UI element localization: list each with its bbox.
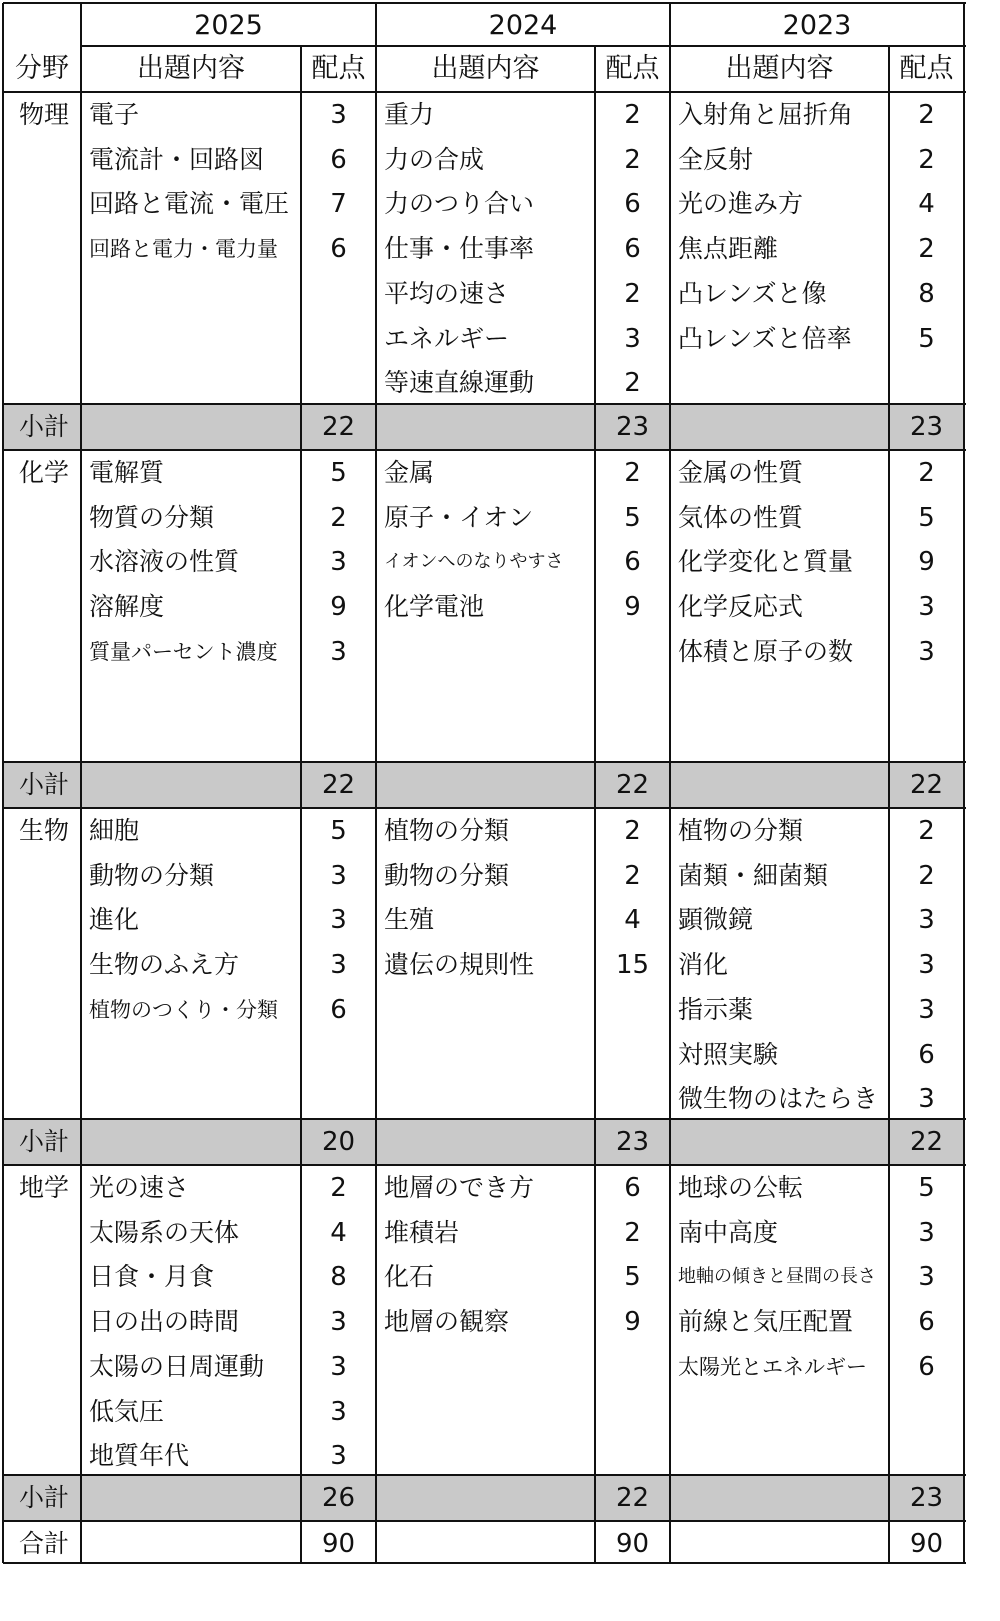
subtotal-value: 22 — [321, 770, 356, 800]
topic-item: 力のつり合い — [384, 189, 535, 219]
topic-item: 日食・月食 — [89, 1262, 215, 1292]
topic-item: 化石 — [384, 1262, 435, 1292]
subtotal-label: 小計 — [19, 770, 70, 799]
grid-line — [81, 45, 966, 47]
topic-item: 力の合成 — [384, 144, 485, 174]
topic-item: 仕事・仕事率 — [384, 234, 535, 264]
topic-item: 地軸の傾きと昼間の長さ — [678, 1266, 876, 1288]
total-value: 90 — [321, 1529, 356, 1559]
topic-score: 2 — [918, 100, 935, 130]
topic-score: 3 — [918, 1217, 935, 1248]
topic-score: 2 — [624, 368, 641, 399]
subtotal-value: 22 — [615, 770, 650, 800]
topic-item: 植物の分類 — [678, 816, 804, 845]
topic-item: 対照実験 — [678, 1039, 779, 1069]
topic-item: 体積と原子の数 — [678, 636, 854, 666]
year-header: 2024 — [488, 10, 558, 41]
subtotal-value: 23 — [909, 1483, 944, 1513]
topic-score: 2 — [624, 860, 641, 891]
topic-score: 3 — [330, 860, 347, 891]
topic-score: 5 — [330, 816, 347, 846]
topic-score: 8 — [330, 1262, 347, 1293]
topic-score: 4 — [330, 1217, 347, 1248]
topic-item: 化学電池 — [384, 592, 485, 622]
topic-item: イオンへのなりやすさ — [384, 551, 564, 573]
topic-score: 2 — [624, 100, 641, 130]
topic-item: 原子・イオン — [384, 502, 534, 532]
topic-score: 6 — [330, 994, 347, 1025]
grid-line — [3, 761, 966, 763]
topic-item: 動物の分類 — [384, 860, 510, 890]
topic-item: 重力 — [384, 100, 435, 129]
grid-line — [3, 91, 966, 93]
grid-line — [3, 1118, 966, 1120]
topic-score: 3 — [330, 547, 347, 578]
topic-score: 6 — [330, 144, 347, 175]
field-name: 生物 — [19, 816, 70, 845]
subtotal-value: 23 — [615, 412, 650, 442]
topic-score: 9 — [330, 592, 347, 623]
topic-item: 金属の性質 — [678, 458, 804, 487]
topic-item: 地質年代 — [89, 1441, 190, 1471]
topic-score: 6 — [918, 1039, 935, 1070]
topic-score: 3 — [918, 950, 935, 981]
grid-line — [3, 807, 966, 809]
topic-item: 遺伝の規則性 — [384, 950, 535, 980]
topic-score: 6 — [624, 234, 641, 265]
topic-score: 2 — [918, 816, 935, 846]
topic-score: 6 — [624, 189, 641, 220]
topic-item: 微生物のはたらき — [678, 1084, 879, 1114]
subtotal-value: 22 — [615, 1483, 650, 1513]
topic-score: 5 — [918, 502, 935, 533]
topic-item: 電子 — [89, 100, 140, 129]
grid-line — [963, 3, 965, 1563]
subtotal-value: 20 — [321, 1127, 356, 1157]
score-header: 配点 — [899, 53, 954, 84]
topic-score: 3 — [330, 636, 347, 667]
topic-score: 6 — [624, 1173, 641, 1203]
topic-item: 焦点距離 — [678, 234, 779, 264]
topic-item: エネルギー — [384, 323, 510, 353]
topic-score: 2 — [330, 1173, 347, 1203]
topic-item: 細胞 — [89, 816, 140, 845]
topic-item: 溶解度 — [89, 592, 165, 622]
topic-item: 動物の分類 — [89, 860, 215, 890]
topic-item: 消化 — [678, 950, 729, 980]
topic-item: 電流計・回路図 — [89, 144, 265, 174]
topic-score: 2 — [918, 234, 935, 265]
grid-line — [3, 1164, 966, 1166]
topic-item: 太陽系の天体 — [89, 1217, 240, 1247]
subtotal-value: 22 — [321, 412, 356, 442]
topic-item: 菌類・細菌類 — [678, 860, 829, 890]
topic-item: 指示薬 — [678, 994, 754, 1024]
content-header: 出題内容 — [137, 53, 245, 84]
content-header: 出題内容 — [725, 53, 834, 84]
topic-score: 3 — [918, 994, 935, 1025]
content-header: 出題内容 — [431, 53, 540, 84]
topic-item: 気体の性質 — [678, 502, 804, 532]
subtotal-row-background — [3, 1475, 964, 1521]
topic-score: 2 — [918, 458, 935, 488]
topic-score: 3 — [330, 905, 347, 936]
subtotal-label: 小計 — [19, 1483, 70, 1512]
grid-line — [80, 3, 82, 1563]
topic-score: 2 — [918, 860, 935, 891]
topic-item: 入射角と屈折角 — [678, 100, 854, 129]
topic-item: 回路と電流・電圧 — [89, 189, 290, 219]
topic-item: 凸レンズと像 — [678, 278, 827, 308]
topic-score: 3 — [330, 1307, 347, 1338]
topic-score: 3 — [330, 1396, 347, 1427]
total-label: 合計 — [19, 1529, 70, 1558]
field-header: 分野 — [15, 53, 69, 84]
grid-line — [3, 1562, 966, 1564]
grid-line — [3, 449, 966, 451]
grid-line — [669, 3, 671, 1563]
grid-line — [594, 46, 596, 1563]
topic-score: 3 — [918, 1084, 935, 1115]
topic-score: 8 — [918, 278, 935, 309]
topic-item: 金属 — [384, 458, 435, 487]
topic-score: 6 — [624, 547, 641, 578]
topic-item: 太陽の日周運動 — [89, 1351, 265, 1381]
topic-score: 5 — [918, 1173, 935, 1203]
topic-item: 光の進み方 — [678, 189, 804, 219]
subtotal-label: 小計 — [19, 412, 70, 441]
topic-item: 植物のつくり・分類 — [89, 997, 278, 1022]
field-name: 物理 — [19, 100, 70, 129]
topic-item: 光の速さ — [89, 1173, 190, 1202]
field-name: 化学 — [19, 458, 70, 487]
topic-item: 水溶液の性質 — [89, 547, 240, 577]
topic-score: 3 — [918, 905, 935, 936]
topic-score: 3 — [918, 592, 935, 623]
topic-score: 3 — [624, 323, 641, 354]
topic-item: 地球の公転 — [678, 1173, 804, 1202]
topic-score: 5 — [624, 1262, 641, 1293]
subtotal-value: 26 — [321, 1483, 356, 1513]
topic-score: 4 — [624, 905, 641, 936]
topic-score: 3 — [918, 1262, 935, 1293]
topic-item: 顕微鏡 — [678, 905, 754, 935]
grid-line — [300, 46, 302, 1563]
grid-line — [2, 3, 4, 1563]
score-header: 配点 — [311, 53, 366, 84]
topic-score: 3 — [330, 100, 347, 130]
grid-line — [3, 403, 966, 405]
topic-score: 3 — [330, 950, 347, 981]
topic-item: 堆積岩 — [384, 1217, 460, 1247]
topic-score: 2 — [624, 278, 641, 309]
topic-score: 6 — [918, 1307, 935, 1338]
topic-item: 進化 — [89, 905, 140, 935]
topic-score: 9 — [624, 592, 641, 623]
topic-item: 凸レンズと倍率 — [678, 323, 852, 353]
topic-item: 全反射 — [678, 144, 754, 174]
subtotal-row-background — [3, 1119, 964, 1165]
topic-score: 2 — [624, 816, 641, 846]
topic-item: 生物のふえ方 — [89, 950, 240, 980]
topic-item: 低気圧 — [89, 1396, 165, 1426]
topic-score: 2 — [918, 144, 935, 175]
subtotal-value: 23 — [615, 1127, 650, 1157]
topic-item: 太陽光とエネルギー — [678, 1354, 867, 1379]
subtotal-value: 22 — [909, 1127, 944, 1157]
topic-score: 3 — [330, 1351, 347, 1382]
topic-score: 6 — [918, 1351, 935, 1382]
score-header: 配点 — [605, 53, 660, 84]
topic-item: 等速直線運動 — [384, 368, 535, 398]
topic-item: 生殖 — [384, 905, 435, 935]
topic-score: 2 — [330, 502, 347, 533]
topic-item: 平均の速さ — [384, 278, 510, 308]
field-name: 地学 — [19, 1173, 70, 1202]
year-header: 2025 — [194, 10, 263, 41]
grid-line — [3, 2, 966, 4]
subtotal-label: 小計 — [19, 1127, 70, 1156]
topic-score: 2 — [624, 144, 641, 175]
topic-score: 3 — [330, 1441, 347, 1472]
topic-score: 3 — [918, 636, 935, 667]
topic-score: 6 — [330, 234, 347, 265]
topic-item: 地層のでき方 — [384, 1173, 535, 1202]
topic-item: 化学反応式 — [678, 592, 804, 622]
topic-score: 5 — [918, 323, 935, 354]
topic-score: 7 — [330, 189, 347, 220]
subtotal-row-background — [3, 762, 964, 808]
topic-score: 9 — [624, 1307, 641, 1338]
topic-score: 5 — [624, 502, 641, 533]
topic-item: 回路と電力・電力量 — [89, 237, 278, 262]
total-value: 90 — [909, 1529, 944, 1559]
subtotal-row-background — [3, 404, 964, 450]
subtotal-value: 23 — [909, 412, 944, 442]
subtotal-value: 22 — [909, 770, 944, 800]
topic-item: 南中高度 — [678, 1217, 779, 1247]
topic-item: 物質の分類 — [89, 502, 215, 532]
topic-score: 15 — [615, 950, 650, 981]
topic-item: 日の出の時間 — [89, 1307, 240, 1337]
topic-item: 前線と気圧配置 — [678, 1307, 854, 1337]
topic-score: 4 — [918, 189, 935, 220]
year-header: 2023 — [782, 10, 852, 41]
topic-score: 5 — [330, 458, 347, 488]
topic-item: 電解質 — [89, 458, 165, 487]
topic-score: 2 — [624, 458, 641, 488]
topic-score: 9 — [918, 547, 935, 578]
grid-line — [3, 1474, 966, 1476]
grid-line — [3, 1520, 966, 1522]
topic-item: 質量パーセント濃度 — [89, 639, 278, 664]
grid-line — [375, 3, 377, 1563]
total-value: 90 — [615, 1529, 650, 1559]
topic-item: 植物の分類 — [384, 816, 510, 845]
topic-item: 地層の観察 — [384, 1307, 510, 1337]
grid-line — [888, 46, 890, 1563]
topic-score: 2 — [624, 1217, 641, 1248]
topic-item: 化学変化と質量 — [678, 547, 854, 577]
